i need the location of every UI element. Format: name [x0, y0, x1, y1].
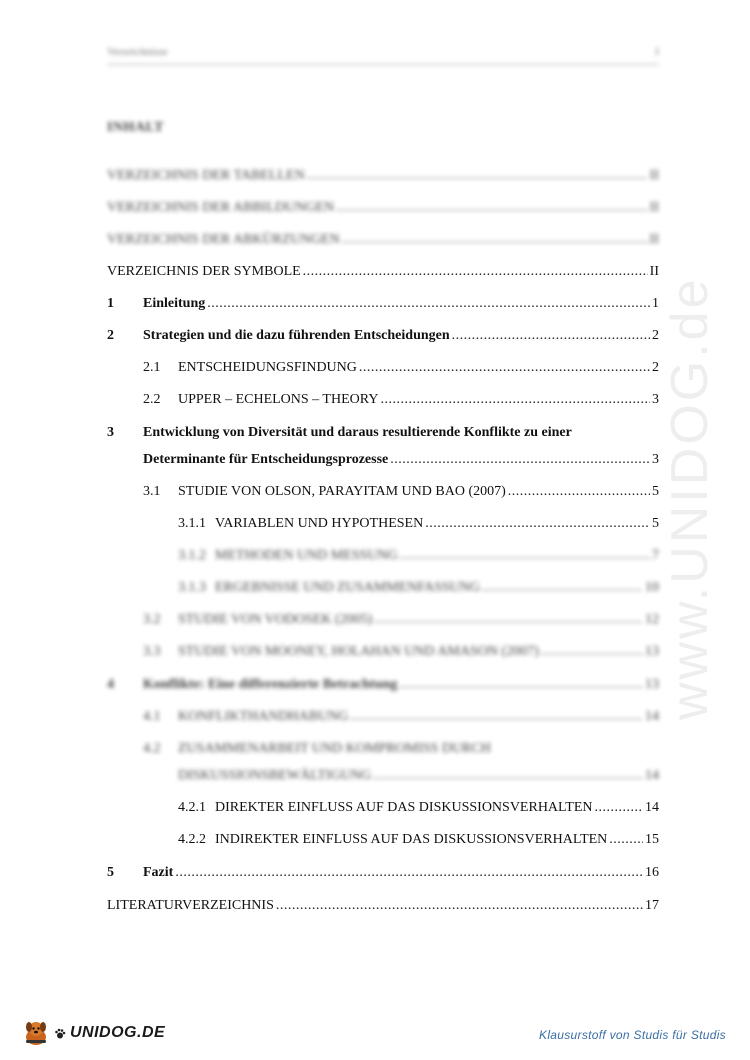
toc-entry-section[interactable]: [143, 738, 659, 760]
toc-entry-label: Konflikte: Eine differenzierte Betrachtung: [143, 677, 398, 692]
toc-leader: [207, 293, 650, 315]
header-page-number: I: [655, 46, 659, 58]
toc-entry-label: STUDIE VON VODOSEK (2005): [178, 612, 373, 627]
toc-entry-page: 12: [645, 612, 659, 627]
toc-entry-section[interactable]: [143, 641, 659, 663]
toc-entry-number: 2: [107, 328, 114, 343]
toc-entry-page: 3: [652, 452, 659, 467]
toc-leader: [399, 674, 643, 696]
toc-entry-chapter[interactable]: [107, 862, 659, 884]
toc-entry-subsection[interactable]: [178, 513, 659, 535]
toc-leader: [595, 797, 643, 819]
toc-entry-number: 4.2: [143, 741, 161, 756]
toc-entry-label: VARIABLEN UND HYPOTHESEN: [215, 516, 424, 531]
toc-leader: [425, 513, 650, 535]
toc-entry-label: VERZEICHNIS DER SYMBOLE: [107, 264, 301, 279]
toc-entry-label: Determinante für Entscheidungsprozesse: [143, 452, 389, 467]
toc-entry-label: VERZEICHNIS DER TABELLEN: [107, 168, 305, 183]
toc-entry-section[interactable]: [143, 609, 659, 631]
toc-entry-label: VERZEICHNIS DER ABKÜRZUNGEN: [107, 232, 340, 247]
toc-entry-number: 4.2.2: [178, 832, 206, 847]
toc-entry-label: INDIREKTER EINFLUSS AUF DAS DISKUSSIONSVERHALTEN: [215, 832, 608, 847]
toc-entry-number: 2.2: [143, 392, 161, 407]
toc-entry-section[interactable]: [143, 706, 659, 728]
toc-leader: [307, 165, 648, 187]
toc-entry[interactable]: [107, 197, 659, 219]
toc-entry-label: Strategien und die dazu führenden Entscheidungen: [143, 328, 450, 343]
dog-mascot-icon: [22, 1020, 50, 1046]
toc-entry-label: STUDIE VON MOONEY, HOLAHAN UND AMASON (2007): [178, 644, 539, 659]
toc-entry-label: DISKUSSIONSBEWÄLTIGUNG: [178, 768, 372, 783]
toc-entry-chapter[interactable]: [107, 674, 659, 696]
toc-entry-chapter-continued[interactable]: [143, 449, 659, 471]
toc-entry-label: KONFLIKTHANDHABUNG: [178, 709, 349, 724]
header-section-title: Verzeichnisse: [107, 46, 168, 58]
toc-entry-label: VERZEICHNIS DER ABBILDUNGEN: [107, 200, 335, 215]
toc-entry-page: 10: [645, 580, 659, 595]
toc-leader: [380, 389, 650, 411]
toc-leader: [303, 261, 648, 283]
toc-entry-number: 3.3: [143, 644, 161, 659]
toc-title: INHALT: [107, 120, 164, 135]
toc-entry-subsection[interactable]: [178, 797, 659, 819]
toc-entry-chapter[interactable]: [107, 422, 659, 444]
toc-entry-number: 1: [107, 296, 114, 311]
toc-entry-chapter[interactable]: [107, 325, 659, 347]
toc-entry-page: II: [649, 168, 659, 183]
toc-entry-page: 3: [652, 392, 659, 407]
toc-entry[interactable]: [107, 261, 659, 283]
toc-entry-subsection[interactable]: [178, 829, 659, 851]
toc-leader: [342, 229, 648, 251]
toc-entry-page: 13: [645, 644, 659, 659]
toc-entry-page: 14: [645, 768, 659, 783]
toc-entry-section[interactable]: [143, 389, 659, 411]
toc-leader: [276, 895, 643, 917]
toc-leader: [374, 609, 643, 631]
toc-entry-page: 2: [652, 328, 659, 343]
toc-entry-page: 15: [645, 832, 659, 847]
toc-leader: [452, 325, 650, 347]
toc-entry-number: 4.1: [143, 709, 161, 724]
toc-leader: [359, 357, 650, 379]
toc-entry-label: Entwicklung von Diversität und daraus resultierende Konflikte zu einer: [143, 425, 572, 440]
toc-entry-label: ERGEBNISSE UND ZUSAMMENFASSUNG: [215, 580, 480, 595]
toc-leader: [336, 197, 648, 219]
toc-entry-number: 3.1.2: [178, 548, 206, 563]
toc-entry-label: Einleitung: [143, 296, 206, 311]
toc-entry-number: 3.1.3: [178, 580, 206, 595]
toc-entry-label: ZUSAMMENARBEIT UND KOMPROMISS DURCH: [178, 741, 491, 756]
toc-entry-number: 4.2.1: [178, 800, 206, 815]
toc-entry-number: 2.1: [143, 360, 161, 375]
toc-entry-label: ENTSCHEIDUNGSFINDUNG: [178, 360, 357, 375]
toc-leader: [373, 765, 643, 787]
toc-entry-label: UPPER – ECHELONS – THEORY: [178, 392, 379, 407]
toc-leader: [390, 449, 650, 471]
toc-entry-number: 3.1.1: [178, 516, 206, 531]
toc-entry-label: METHODEN UND MESSUNG: [215, 548, 398, 563]
toc-entry-page: 16: [645, 865, 659, 880]
toc-leader: [508, 481, 650, 503]
toc-entry-page: II: [649, 232, 659, 247]
toc-entry-label: Fazit: [143, 865, 174, 880]
footer-slogan: Klausurstoff von Studis für Studis: [539, 1028, 726, 1042]
toc-entry[interactable]: [107, 165, 659, 187]
toc-entry-label: LITERATURVERZEICHNIS: [107, 898, 274, 913]
toc-entry-page: 14: [645, 709, 659, 724]
toc-entry-page: 14: [645, 800, 659, 815]
toc-entry-page: 5: [652, 516, 659, 531]
watermark-text: www.UNIDOG.de: [661, 276, 719, 720]
toc-entry-label: DIREKTER EINFLUSS AUF DAS DISKUSSIONSVERHALTEN: [215, 800, 593, 815]
toc-entry-page: 7: [652, 548, 659, 563]
toc-leader: [350, 706, 643, 728]
toc-entry-page: 2: [652, 360, 659, 375]
toc-entry-number: 3.1: [143, 484, 161, 499]
toc-entry-section[interactable]: [143, 357, 659, 379]
toc-entry-number: 4: [107, 677, 114, 692]
toc-leader: [541, 641, 643, 663]
toc-entry-page: 1: [652, 296, 659, 311]
toc-leader: [609, 829, 643, 851]
toc-leader: [482, 577, 643, 599]
unidog-logo[interactable]: [22, 1020, 165, 1046]
toc-leader: [175, 862, 643, 884]
logo-text: UNIDOG.DE: [70, 1024, 166, 1041]
toc-entry-page: 17: [645, 898, 659, 913]
toc-entry[interactable]: [107, 895, 659, 917]
toc-entry-page: 13: [645, 677, 659, 692]
toc-entry[interactable]: [107, 229, 659, 251]
toc-entry-number: 3: [107, 425, 114, 440]
toc-entry-section-continued[interactable]: [178, 765, 659, 787]
toc-entry-chapter[interactable]: [107, 293, 659, 315]
toc-entry-page: II: [649, 200, 659, 215]
toc-entry-number: 5: [107, 865, 114, 880]
toc-entry-subsection[interactable]: [178, 545, 659, 567]
toc-leader: [400, 545, 650, 567]
toc-entry-page: II: [649, 264, 659, 279]
paw-icon: [54, 1027, 66, 1039]
toc-entry-label: STUDIE VON OLSON, PARAYITAM UND BAO (2007): [178, 484, 506, 499]
toc-entry-page: 5: [652, 484, 659, 499]
running-header: [107, 44, 659, 65]
toc-entry-number: 3.2: [143, 612, 161, 627]
toc-entry-subsection[interactable]: [178, 577, 659, 599]
toc-entry-section[interactable]: [143, 481, 659, 503]
